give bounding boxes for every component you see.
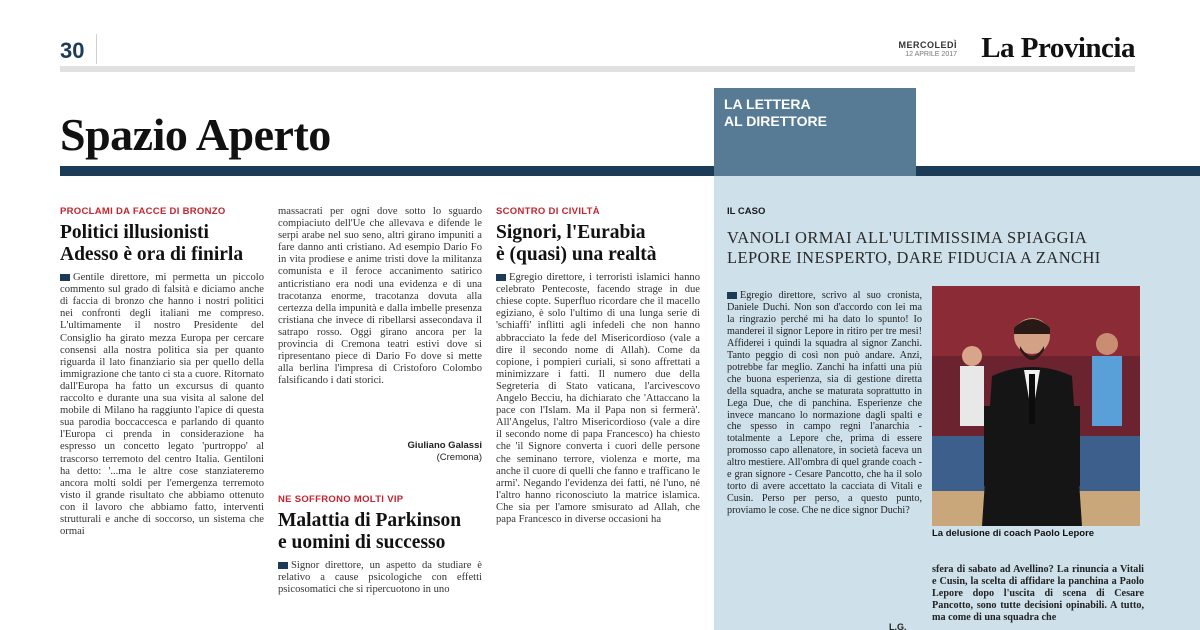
letter-to-editor-box — [714, 88, 916, 176]
caso-text: Egregio direttore, scrivo al suo cronista, Daniele Duchi. Non son d'accordo con lei ma la ringrazio perché mi ha dato lo spunto! Io manderei il signor Lepore in ritiro per tre mesi! Affiderei i quindi la squadra al signor Zanchi. Tanto peggio di così non può andare. Anzi, potrebbe far meglio. Zanchi ha infatti una più che buona esperienza, sia di gestione diretta della squadra, anche se maturata soprattutto in Lega Due, che di panchina. Esperienze che invece mancano lo normazione dagli spalti e che spesso in campo regni l'anarchia - totalmente a Lepore che, prima di essere promosso capo allenatore, in società faceva un altro mestiere. All'ombra di quel grande coach - e gran signore - Cesare Pancotto, che ha il solo torto di avere accettato la cacciata di Vitali e Cusin. Perso per perso, a questo punto, proviamo le cose. Che ne dice signor Duchi? — [727, 290, 922, 517]
headline-line: è (quasi) una realtà — [496, 244, 657, 266]
headline-line: e uomini di successo — [278, 532, 446, 554]
section-rule — [60, 166, 1200, 176]
article-parkinson — [278, 494, 482, 596]
article-politici — [60, 206, 264, 630]
author-name: Giuliano Galassi — [407, 440, 482, 451]
headline-line: Malattia di Parkinson — [278, 510, 462, 532]
headline-line: Adesso è ora di finirla — [60, 244, 244, 266]
article-headline — [60, 222, 264, 266]
article-body — [278, 206, 482, 434]
masthead-full-date: 12 APRILE 2017 — [905, 51, 957, 58]
article-signature — [278, 440, 482, 464]
article-kicker: PROCLAMI DA FACCE DI BRONZO — [60, 206, 226, 217]
bullet-square-icon — [60, 274, 70, 281]
section-title: Spazio Aperto — [60, 109, 331, 160]
article-kicker: NE SOFFRONO MOLTI VIP — [278, 494, 404, 505]
masthead-date — [899, 40, 958, 60]
coach-photo — [932, 286, 1140, 526]
caso-kicker: IL CASO — [727, 206, 766, 217]
bullet-square-icon — [496, 274, 506, 281]
article-continued — [278, 206, 482, 630]
page-number: 30 — [60, 38, 85, 63]
article-text: Signor direttore, un aspetto da studiare è relativo a cause psicologiche con effetti psicosomatici che si ripercuotono in uno — [278, 560, 482, 596]
article-eurabia — [496, 206, 700, 630]
caso-text: sfera di sabato ad Avellino? La rinuncia a Vitali e Cusin, la scelta di affidare la panchina a Paolo Lepore dopo l'uscita di scena di Cesare Pancotto, sono tutte decisioni opinabili. A tutto, ma come di una squadra che — [932, 564, 1144, 623]
bullet-square-icon — [727, 292, 737, 299]
newspaper-logo: La Provincia — [981, 32, 1135, 64]
photo-caption: La delusione di coach Paolo Lepore — [932, 528, 1095, 539]
letter-box-line-2: AL DIRETTORE — [724, 113, 827, 129]
article-body — [496, 272, 700, 526]
caso-title-line: VANOLI ORMAI ALL'ULTIMISSIMA SPIAGGIA — [727, 228, 1088, 247]
article-headline — [496, 222, 700, 266]
article-body — [60, 272, 264, 538]
caso-title — [727, 228, 1147, 268]
article-text: Egregio direttore, i terroristi islamici hanno celebrato Pentecoste, facendo strage in due chiese copte. Superfluo ricordare che il macello egiziano, è solo l'ultimo di una lunga serie di 'schiaffi' inflitti agli infedeli che non hanno abbracciato la fede del Misericordioso (vale a dire il secondo nome di Allah). Come da copione, i pompieri curiali, si sono affrettati a minimizzare i fatti. Il numero due della Segreteria di Stato vaticana, l'arcivescovo Angelo Becciu, ha dichiarato che 'Attaccano la pace con l'Islam. Ma il Papa non si fermerà'. All'Angelus, l'altro Misericordioso (vale a dire il secondo nome di papa Francesco) ha chiesto che 'il Signore converta i cuori delle persone che seminano terrore, violenza e morte, ma anche il cuore di quelli che fanno e trafficano le armi'. Negando l'evidenza dei fatti, né l'uno, né l'altro hanno riconosciuto la matrice islamica. Che sia per l'amore smisurato ad Allah, che papa Francesco in diverse occasioni ha — [496, 272, 700, 525]
il-caso-box — [714, 176, 1200, 630]
caso-body — [727, 290, 922, 622]
page-header — [60, 28, 1135, 72]
article-body — [278, 560, 482, 596]
masthead-day: MERCOLEDÌ — [898, 40, 957, 50]
article-text: Gentile direttore, mi permetta un piccolo commento sul grado di falsità e diciamo anche di faccia di bronzo che hanno i nostri politici nei confronti degli italiani me compreso. L'ultimamente il nostro Presidente del Consiglio ha girato mezza Europa per cercare consensi alla nostra politica sia per quanto riguarda il lato finanziario sia per quello della immigrazione che tanto ci sta a cuore. Ritornato dall'Europa ha fatto un excursus di quanto raccolto e durante una sua visita al salone del mobile di Milano ha raggiunto l'apice di questa sua parodia boccaccesca e parlando di quanto l'Europa ci prenda in considerazione ha espresso un concetto legato 'purtroppo' al trascorso terremoto del centro Italia. Gentiloni ha detto: '...ma le altre cose stanziateremo ancora molti soldi per l'emergenza terremoto visto il grande risultato che abbiamo ottenuto con il lavoro che abbiamo fatto, interventi strutturali e anche di soccorso, un sistema che ormai — [60, 272, 264, 538]
headline-line: Signori, l'Eurabia — [496, 222, 646, 244]
caso-title-line: LEPORE INESPERTO, DARE FIDUCIA A ZANCHI — [727, 248, 1101, 267]
author-place: (Cremona) — [436, 452, 482, 463]
article-kicker: SCONTRO DI CIVILTÀ — [496, 206, 600, 217]
header-divider — [96, 34, 97, 64]
article-text: massacrati per ogni dove sotto lo sguardo compiaciuto dell'Ue che allevava e difende le serpi arabe nel suo seno, altri girano impuniti a fare danno anti cristiano. Ad esempio Dario Fo in vita prodiese e anime tristi dove la militanza comunista e il feroce accanimento satirico anticristiano era nodi una evidenza e di una tracotanza enorme, tracotanza dovuta alla certezza della impunità e dalla imbelle presenza cristiana che invece di ribellarsi assecondava il satrapo rosso. Oggi girano ancora per la provincia di Cremona teatri estivi dove si ripresentano piece di Dario Fo dove si mette alla berlina l'impresa di Cristoforo Colombo falsificando i dati storici. — [278, 206, 482, 387]
caso-body-continued — [932, 564, 1144, 630]
article-headline — [278, 510, 482, 554]
caso-initials: L.G. — [889, 622, 907, 630]
headline-line: Politici illusionisti — [60, 222, 209, 244]
letter-box-line-1: LA LETTERA — [724, 96, 811, 112]
bullet-square-icon — [278, 562, 288, 569]
